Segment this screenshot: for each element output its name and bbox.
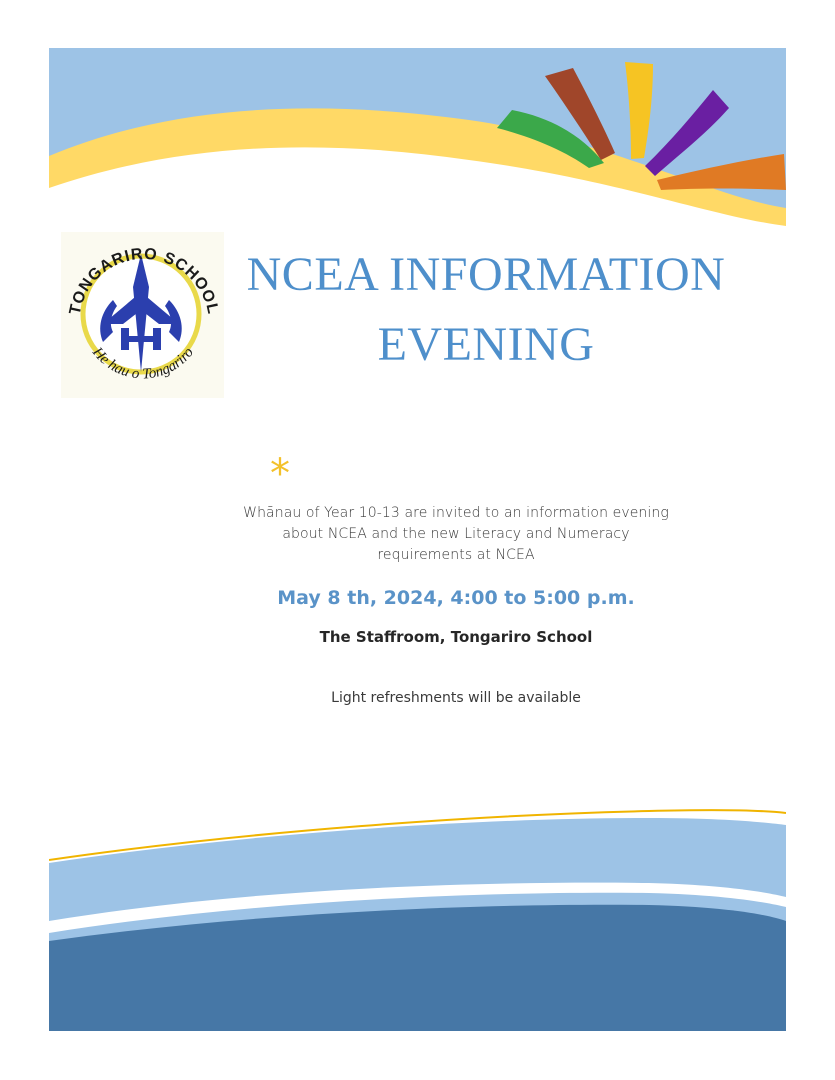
bottom-wave-banner — [49, 793, 786, 1031]
flyer-page — [49, 48, 786, 1031]
page-title — [226, 240, 746, 380]
refreshments-note: Light refreshments will be available — [331, 690, 581, 706]
event-venue: The Staffroom, Tongariro School — [319, 628, 593, 646]
logo-text-layer — [61, 232, 224, 398]
title-line-2: EVENING — [377, 318, 595, 371]
asterisk-icon: * — [270, 451, 290, 497]
top-wave-banner — [49, 48, 786, 228]
logo-ring-text: TONGARIRO SCHOOL — [66, 245, 222, 317]
logo-motto-text: He hau o Tongariro — [89, 344, 197, 383]
title-line-1: NCEA INFORMATION — [246, 248, 726, 301]
invite-line-3: requirements at NCEA — [377, 547, 535, 563]
event-datetime: May 8 th, 2024, 4:00 to 5:00 p.m. — [277, 587, 635, 609]
invite-line-1: Whānau of Year 10-13 are invited to an information evening — [243, 505, 669, 521]
invite-line-2: about NCEA and the new Literacy and Numeracy — [282, 526, 630, 542]
invitation-text — [226, 503, 686, 566]
